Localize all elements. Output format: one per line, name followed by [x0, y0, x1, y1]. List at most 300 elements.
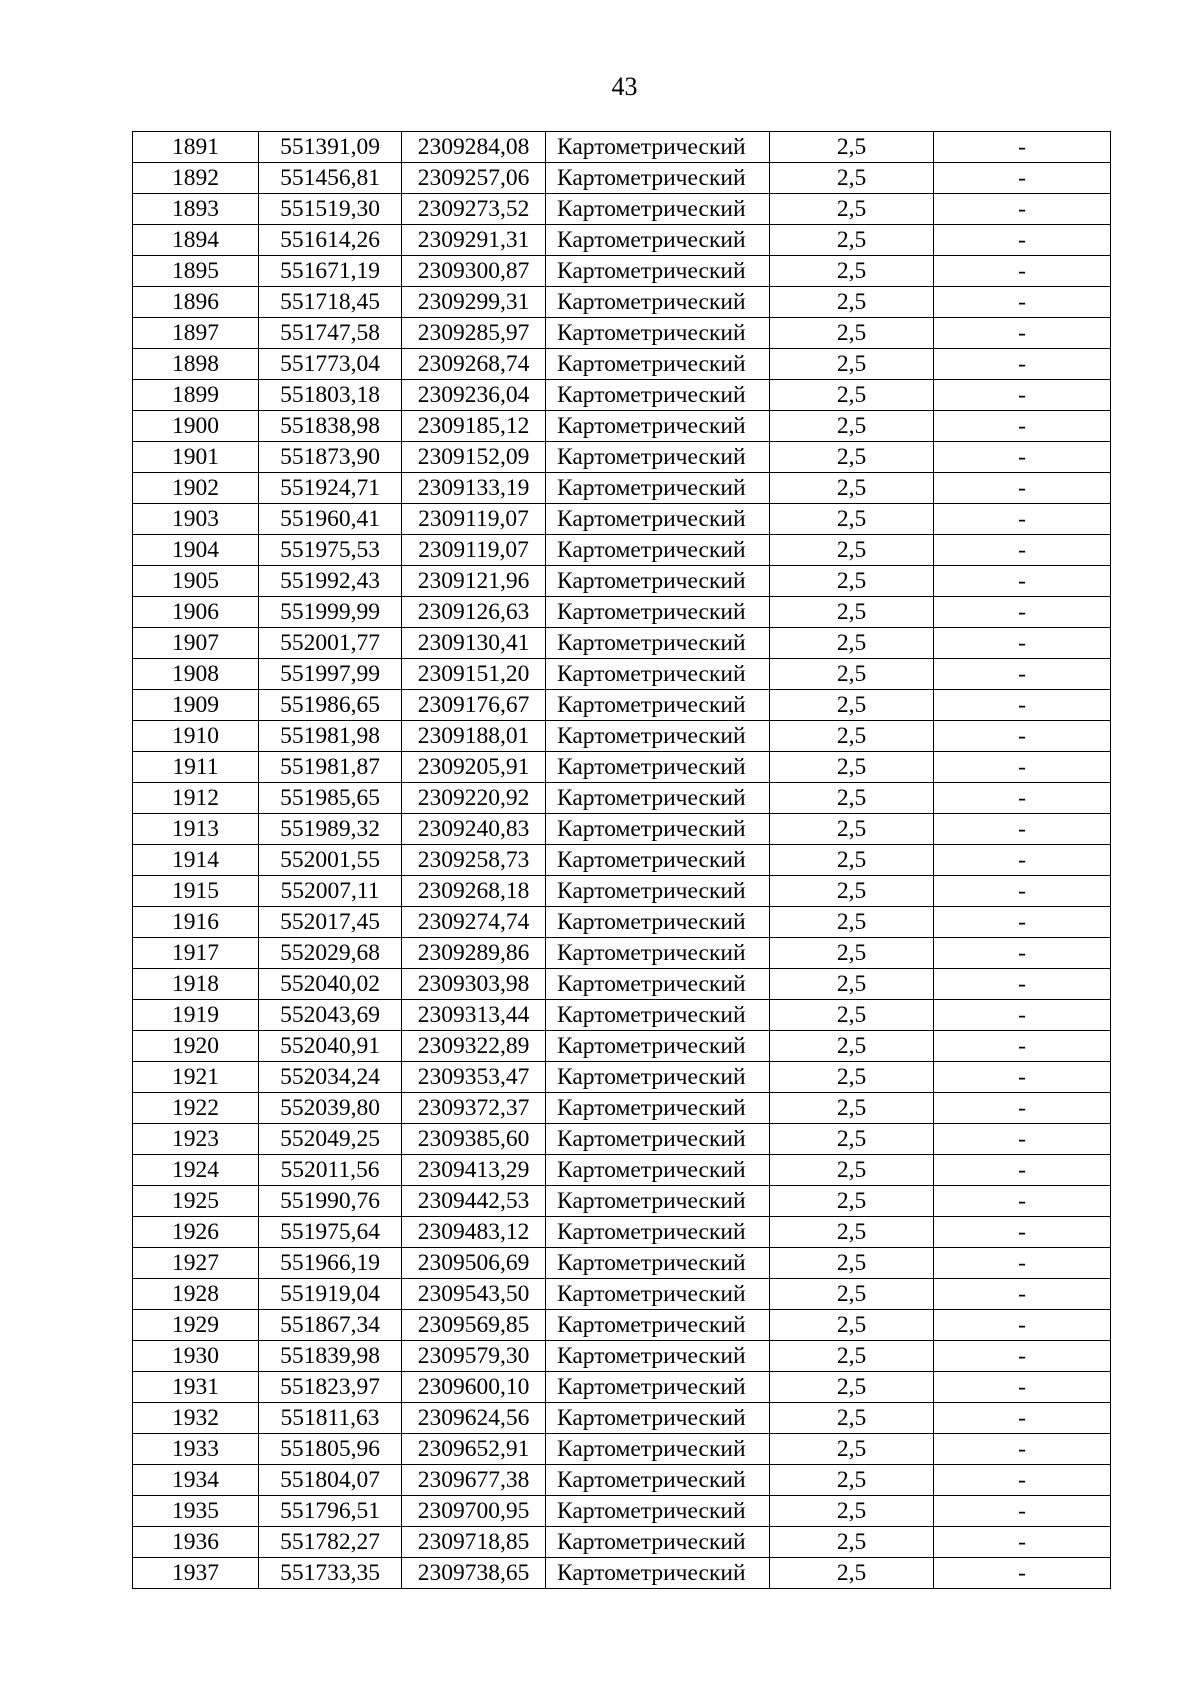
note-cell: - [934, 659, 1111, 690]
note-cell: - [934, 1527, 1111, 1558]
y-coordinate-cell: 2309285,97 [402, 318, 546, 349]
point-number-cell: 1928 [133, 1279, 259, 1310]
accuracy-cell: 2,5 [770, 1062, 934, 1093]
accuracy-cell: 2,5 [770, 380, 934, 411]
page-number: 43 [611, 72, 638, 101]
accuracy-cell: 2,5 [770, 1155, 934, 1186]
y-coordinate-cell: 2309258,73 [402, 845, 546, 876]
note-cell: - [934, 1558, 1111, 1589]
note-cell: - [934, 442, 1111, 473]
point-number-cell: 1913 [133, 814, 259, 845]
note-cell: - [934, 1434, 1111, 1465]
point-number-cell: 1933 [133, 1434, 259, 1465]
note-cell: - [934, 690, 1111, 721]
y-coordinate-cell: 2309185,12 [402, 411, 546, 442]
table-row [133, 1434, 1111, 1465]
method-cell: Картометрический [546, 876, 770, 907]
table-row [133, 969, 1111, 1000]
note-cell: - [934, 1093, 1111, 1124]
method-cell: Картометрический [546, 783, 770, 814]
y-coordinate-cell: 2309133,19 [402, 473, 546, 504]
table-row [133, 163, 1111, 194]
x-coordinate-cell: 551733,35 [259, 1558, 402, 1589]
point-number-cell: 1904 [133, 535, 259, 566]
table-row [133, 628, 1111, 659]
note-cell: - [934, 1279, 1111, 1310]
point-number-cell: 1932 [133, 1403, 259, 1434]
y-coordinate-cell: 2309300,87 [402, 256, 546, 287]
x-coordinate-cell: 551803,18 [259, 380, 402, 411]
point-number-cell: 1931 [133, 1372, 259, 1403]
method-cell: Картометрический [546, 132, 770, 163]
method-cell: Картометрический [546, 411, 770, 442]
method-cell: Картометрический [546, 690, 770, 721]
table-row [133, 907, 1111, 938]
note-cell: - [934, 845, 1111, 876]
point-number-cell: 1908 [133, 659, 259, 690]
x-coordinate-cell: 551671,19 [259, 256, 402, 287]
method-cell: Картометрический [546, 163, 770, 194]
point-number-cell: 1892 [133, 163, 259, 194]
table-row [133, 1558, 1111, 1589]
table-row [133, 349, 1111, 380]
y-coordinate-cell: 2309579,30 [402, 1341, 546, 1372]
y-coordinate-cell: 2309353,47 [402, 1062, 546, 1093]
x-coordinate-cell: 552040,02 [259, 969, 402, 1000]
point-number-cell: 1907 [133, 628, 259, 659]
table-row [133, 566, 1111, 597]
note-cell: - [934, 256, 1111, 287]
x-coordinate-cell: 551999,99 [259, 597, 402, 628]
note-cell: - [934, 349, 1111, 380]
x-coordinate-cell: 551718,45 [259, 287, 402, 318]
accuracy-cell: 2,5 [770, 1000, 934, 1031]
x-coordinate-cell: 552007,11 [259, 876, 402, 907]
x-coordinate-cell: 551990,76 [259, 1186, 402, 1217]
method-cell: Картометрический [546, 597, 770, 628]
method-cell: Картометрический [546, 1558, 770, 1589]
table-row [133, 1186, 1111, 1217]
point-number-cell: 1920 [133, 1031, 259, 1062]
table-row [133, 1403, 1111, 1434]
y-coordinate-cell: 2309303,98 [402, 969, 546, 1000]
y-coordinate-cell: 2309119,07 [402, 504, 546, 535]
point-number-cell: 1929 [133, 1310, 259, 1341]
point-number-cell: 1936 [133, 1527, 259, 1558]
y-coordinate-cell: 2309322,89 [402, 1031, 546, 1062]
method-cell: Картометрический [546, 1248, 770, 1279]
y-coordinate-cell: 2309152,09 [402, 442, 546, 473]
accuracy-cell: 2,5 [770, 504, 934, 535]
point-number-cell: 1923 [133, 1124, 259, 1155]
note-cell: - [934, 411, 1111, 442]
y-coordinate-cell: 2309506,69 [402, 1248, 546, 1279]
y-coordinate-cell: 2309700,95 [402, 1496, 546, 1527]
note-cell: - [934, 225, 1111, 256]
note-cell: - [934, 1248, 1111, 1279]
accuracy-cell: 2,5 [770, 752, 934, 783]
y-coordinate-cell: 2309289,86 [402, 938, 546, 969]
point-number-cell: 1895 [133, 256, 259, 287]
accuracy-cell: 2,5 [770, 814, 934, 845]
method-cell: Картометрический [546, 721, 770, 752]
table-row [133, 442, 1111, 473]
y-coordinate-cell: 2309126,63 [402, 597, 546, 628]
accuracy-cell: 2,5 [770, 1558, 934, 1589]
method-cell: Картометрический [546, 938, 770, 969]
x-coordinate-cell: 552001,77 [259, 628, 402, 659]
y-coordinate-cell: 2309291,31 [402, 225, 546, 256]
accuracy-cell: 2,5 [770, 969, 934, 1000]
table-row [133, 225, 1111, 256]
method-cell: Картометрический [546, 1310, 770, 1341]
x-coordinate-cell: 551989,32 [259, 814, 402, 845]
table-row [133, 876, 1111, 907]
y-coordinate-cell: 2309677,38 [402, 1465, 546, 1496]
method-cell: Картометрический [546, 1372, 770, 1403]
point-number-cell: 1896 [133, 287, 259, 318]
table-row [133, 1248, 1111, 1279]
x-coordinate-cell: 551823,97 [259, 1372, 402, 1403]
table-row [133, 256, 1111, 287]
x-coordinate-cell: 551796,51 [259, 1496, 402, 1527]
table-row [133, 473, 1111, 504]
note-cell: - [934, 1062, 1111, 1093]
y-coordinate-cell: 2309385,60 [402, 1124, 546, 1155]
point-number-cell: 1925 [133, 1186, 259, 1217]
x-coordinate-cell: 551747,58 [259, 318, 402, 349]
table-body [133, 132, 1111, 1589]
table-row [133, 752, 1111, 783]
table-row [133, 1155, 1111, 1186]
method-cell: Картометрический [546, 1279, 770, 1310]
x-coordinate-cell: 552017,45 [259, 907, 402, 938]
method-cell: Картометрический [546, 256, 770, 287]
table-row [133, 1372, 1111, 1403]
x-coordinate-cell: 551782,27 [259, 1527, 402, 1558]
method-cell: Картометрический [546, 845, 770, 876]
y-coordinate-cell: 2309176,67 [402, 690, 546, 721]
method-cell: Картометрический [546, 287, 770, 318]
table-row [133, 659, 1111, 690]
note-cell: - [934, 597, 1111, 628]
point-number-cell: 1934 [133, 1465, 259, 1496]
table-row [133, 318, 1111, 349]
y-coordinate-cell: 2309299,31 [402, 287, 546, 318]
y-coordinate-cell: 2309268,18 [402, 876, 546, 907]
table-row [133, 1124, 1111, 1155]
table-row [133, 814, 1111, 845]
method-cell: Картометрический [546, 442, 770, 473]
accuracy-cell: 2,5 [770, 845, 934, 876]
method-cell: Картометрический [546, 504, 770, 535]
x-coordinate-cell: 552029,68 [259, 938, 402, 969]
note-cell: - [934, 907, 1111, 938]
accuracy-cell: 2,5 [770, 535, 934, 566]
method-cell: Картометрический [546, 1465, 770, 1496]
point-number-cell: 1903 [133, 504, 259, 535]
table-row [133, 1062, 1111, 1093]
y-coordinate-cell: 2309284,08 [402, 132, 546, 163]
x-coordinate-cell: 551873,90 [259, 442, 402, 473]
point-number-cell: 1891 [133, 132, 259, 163]
y-coordinate-cell: 2309543,50 [402, 1279, 546, 1310]
table-row [133, 1279, 1111, 1310]
x-coordinate-cell: 552034,24 [259, 1062, 402, 1093]
accuracy-cell: 2,5 [770, 721, 934, 752]
table-row [133, 411, 1111, 442]
accuracy-cell: 2,5 [770, 1217, 934, 1248]
accuracy-cell: 2,5 [770, 1124, 934, 1155]
table-row [133, 1496, 1111, 1527]
point-number-cell: 1924 [133, 1155, 259, 1186]
x-coordinate-cell: 551804,07 [259, 1465, 402, 1496]
point-number-cell: 1899 [133, 380, 259, 411]
y-coordinate-cell: 2309624,56 [402, 1403, 546, 1434]
note-cell: - [934, 132, 1111, 163]
note-cell: - [934, 721, 1111, 752]
point-number-cell: 1926 [133, 1217, 259, 1248]
x-coordinate-cell: 551966,19 [259, 1248, 402, 1279]
table-row [133, 938, 1111, 969]
accuracy-cell: 2,5 [770, 783, 934, 814]
x-coordinate-cell: 552039,80 [259, 1093, 402, 1124]
x-coordinate-cell: 552011,56 [259, 1155, 402, 1186]
x-coordinate-cell: 551985,65 [259, 783, 402, 814]
method-cell: Картометрический [546, 473, 770, 504]
y-coordinate-cell: 2309119,07 [402, 535, 546, 566]
y-coordinate-cell: 2309240,83 [402, 814, 546, 845]
x-coordinate-cell: 551919,04 [259, 1279, 402, 1310]
note-cell: - [934, 1124, 1111, 1155]
y-coordinate-cell: 2309268,74 [402, 349, 546, 380]
x-coordinate-cell: 551773,04 [259, 349, 402, 380]
table-row [133, 1000, 1111, 1031]
x-coordinate-cell: 552043,69 [259, 1000, 402, 1031]
point-number-cell: 1930 [133, 1341, 259, 1372]
method-cell: Картометрический [546, 566, 770, 597]
point-number-cell: 1937 [133, 1558, 259, 1589]
note-cell: - [934, 1341, 1111, 1372]
x-coordinate-cell: 551805,96 [259, 1434, 402, 1465]
table-row [133, 1217, 1111, 1248]
x-coordinate-cell: 551960,41 [259, 504, 402, 535]
method-cell: Картометрический [546, 535, 770, 566]
y-coordinate-cell: 2309273,52 [402, 194, 546, 225]
y-coordinate-cell: 2309257,06 [402, 163, 546, 194]
note-cell: - [934, 969, 1111, 1000]
accuracy-cell: 2,5 [770, 938, 934, 969]
method-cell: Картометрический [546, 225, 770, 256]
accuracy-cell: 2,5 [770, 1093, 934, 1124]
accuracy-cell: 2,5 [770, 597, 934, 628]
method-cell: Картометрический [546, 1403, 770, 1434]
x-coordinate-cell: 551997,99 [259, 659, 402, 690]
accuracy-cell: 2,5 [770, 1434, 934, 1465]
accuracy-cell: 2,5 [770, 1465, 934, 1496]
accuracy-cell: 2,5 [770, 1341, 934, 1372]
point-number-cell: 1906 [133, 597, 259, 628]
point-number-cell: 1905 [133, 566, 259, 597]
table-row [133, 1031, 1111, 1062]
x-coordinate-cell: 552001,55 [259, 845, 402, 876]
x-coordinate-cell: 551924,71 [259, 473, 402, 504]
x-coordinate-cell: 551811,63 [259, 1403, 402, 1434]
accuracy-cell: 2,5 [770, 1279, 934, 1310]
accuracy-cell: 2,5 [770, 349, 934, 380]
note-cell: - [934, 876, 1111, 907]
table-row [133, 380, 1111, 411]
accuracy-cell: 2,5 [770, 628, 934, 659]
y-coordinate-cell: 2309274,74 [402, 907, 546, 938]
method-cell: Картометрический [546, 1341, 770, 1372]
point-number-cell: 1915 [133, 876, 259, 907]
point-number-cell: 1921 [133, 1062, 259, 1093]
point-number-cell: 1922 [133, 1093, 259, 1124]
x-coordinate-cell: 551519,30 [259, 194, 402, 225]
point-number-cell: 1894 [133, 225, 259, 256]
x-coordinate-cell: 551981,87 [259, 752, 402, 783]
note-cell: - [934, 1217, 1111, 1248]
note-cell: - [934, 318, 1111, 349]
y-coordinate-cell: 2309236,04 [402, 380, 546, 411]
accuracy-cell: 2,5 [770, 659, 934, 690]
y-coordinate-cell: 2309313,44 [402, 1000, 546, 1031]
x-coordinate-cell: 551981,98 [259, 721, 402, 752]
note-cell: - [934, 1310, 1111, 1341]
accuracy-cell: 2,5 [770, 256, 934, 287]
note-cell: - [934, 1000, 1111, 1031]
method-cell: Картометрический [546, 969, 770, 1000]
note-cell: - [934, 1186, 1111, 1217]
accuracy-cell: 2,5 [770, 907, 934, 938]
accuracy-cell: 2,5 [770, 1186, 934, 1217]
note-cell: - [934, 566, 1111, 597]
table-row [133, 504, 1111, 535]
x-coordinate-cell: 551867,34 [259, 1310, 402, 1341]
method-cell: Картометрический [546, 194, 770, 225]
point-number-cell: 1902 [133, 473, 259, 504]
method-cell: Картометрический [546, 1000, 770, 1031]
method-cell: Картометрический [546, 1124, 770, 1155]
coordinates-table [132, 131, 1111, 1589]
table-row [133, 721, 1111, 752]
note-cell: - [934, 752, 1111, 783]
note-cell: - [934, 535, 1111, 566]
y-coordinate-cell: 2309600,10 [402, 1372, 546, 1403]
y-coordinate-cell: 2309413,29 [402, 1155, 546, 1186]
note-cell: - [934, 1155, 1111, 1186]
table-row [133, 1465, 1111, 1496]
point-number-cell: 1935 [133, 1496, 259, 1527]
point-number-cell: 1900 [133, 411, 259, 442]
method-cell: Картометрический [546, 1496, 770, 1527]
note-cell: - [934, 163, 1111, 194]
method-cell: Картометрический [546, 1093, 770, 1124]
table-row [133, 1341, 1111, 1372]
y-coordinate-cell: 2309442,53 [402, 1186, 546, 1217]
point-number-cell: 1901 [133, 442, 259, 473]
note-cell: - [934, 287, 1111, 318]
note-cell: - [934, 1496, 1111, 1527]
point-number-cell: 1898 [133, 349, 259, 380]
note-cell: - [934, 504, 1111, 535]
point-number-cell: 1914 [133, 845, 259, 876]
table-row [133, 132, 1111, 163]
note-cell: - [934, 1031, 1111, 1062]
method-cell: Картометрический [546, 1217, 770, 1248]
accuracy-cell: 2,5 [770, 473, 934, 504]
accuracy-cell: 2,5 [770, 876, 934, 907]
point-number-cell: 1917 [133, 938, 259, 969]
y-coordinate-cell: 2309205,91 [402, 752, 546, 783]
x-coordinate-cell: 551839,98 [259, 1341, 402, 1372]
y-coordinate-cell: 2309738,65 [402, 1558, 546, 1589]
x-coordinate-cell: 551975,64 [259, 1217, 402, 1248]
table-row [133, 535, 1111, 566]
note-cell: - [934, 628, 1111, 659]
y-coordinate-cell: 2309188,01 [402, 721, 546, 752]
x-coordinate-cell: 551614,26 [259, 225, 402, 256]
x-coordinate-cell: 551391,09 [259, 132, 402, 163]
y-coordinate-cell: 2309372,37 [402, 1093, 546, 1124]
point-number-cell: 1909 [133, 690, 259, 721]
method-cell: Картометрический [546, 628, 770, 659]
point-number-cell: 1927 [133, 1248, 259, 1279]
accuracy-cell: 2,5 [770, 318, 934, 349]
method-cell: Картометрический [546, 1031, 770, 1062]
accuracy-cell: 2,5 [770, 225, 934, 256]
note-cell: - [934, 938, 1111, 969]
accuracy-cell: 2,5 [770, 1372, 934, 1403]
table-row [133, 194, 1111, 225]
x-coordinate-cell: 551838,98 [259, 411, 402, 442]
y-coordinate-cell: 2309121,96 [402, 566, 546, 597]
x-coordinate-cell: 551992,43 [259, 566, 402, 597]
table-row [133, 1310, 1111, 1341]
table-row [133, 1527, 1111, 1558]
point-number-cell: 1916 [133, 907, 259, 938]
accuracy-cell: 2,5 [770, 411, 934, 442]
accuracy-cell: 2,5 [770, 566, 934, 597]
note-cell: - [934, 473, 1111, 504]
method-cell: Картометрический [546, 1155, 770, 1186]
x-coordinate-cell: 551456,81 [259, 163, 402, 194]
accuracy-cell: 2,5 [770, 1031, 934, 1062]
note-cell: - [934, 783, 1111, 814]
point-number-cell: 1912 [133, 783, 259, 814]
point-number-cell: 1893 [133, 194, 259, 225]
note-cell: - [934, 1372, 1111, 1403]
method-cell: Картометрический [546, 349, 770, 380]
x-coordinate-cell: 552049,25 [259, 1124, 402, 1155]
point-number-cell: 1918 [133, 969, 259, 1000]
method-cell: Картометрический [546, 1186, 770, 1217]
x-coordinate-cell: 552040,91 [259, 1031, 402, 1062]
accuracy-cell: 2,5 [770, 194, 934, 225]
point-number-cell: 1897 [133, 318, 259, 349]
y-coordinate-cell: 2309652,91 [402, 1434, 546, 1465]
y-coordinate-cell: 2309718,85 [402, 1527, 546, 1558]
accuracy-cell: 2,5 [770, 442, 934, 473]
table-row [133, 783, 1111, 814]
x-coordinate-cell: 551986,65 [259, 690, 402, 721]
method-cell: Картометрический [546, 659, 770, 690]
x-coordinate-cell: 551975,53 [259, 535, 402, 566]
method-cell: Картометрический [546, 907, 770, 938]
method-cell: Картометрический [546, 1434, 770, 1465]
y-coordinate-cell: 2309130,41 [402, 628, 546, 659]
